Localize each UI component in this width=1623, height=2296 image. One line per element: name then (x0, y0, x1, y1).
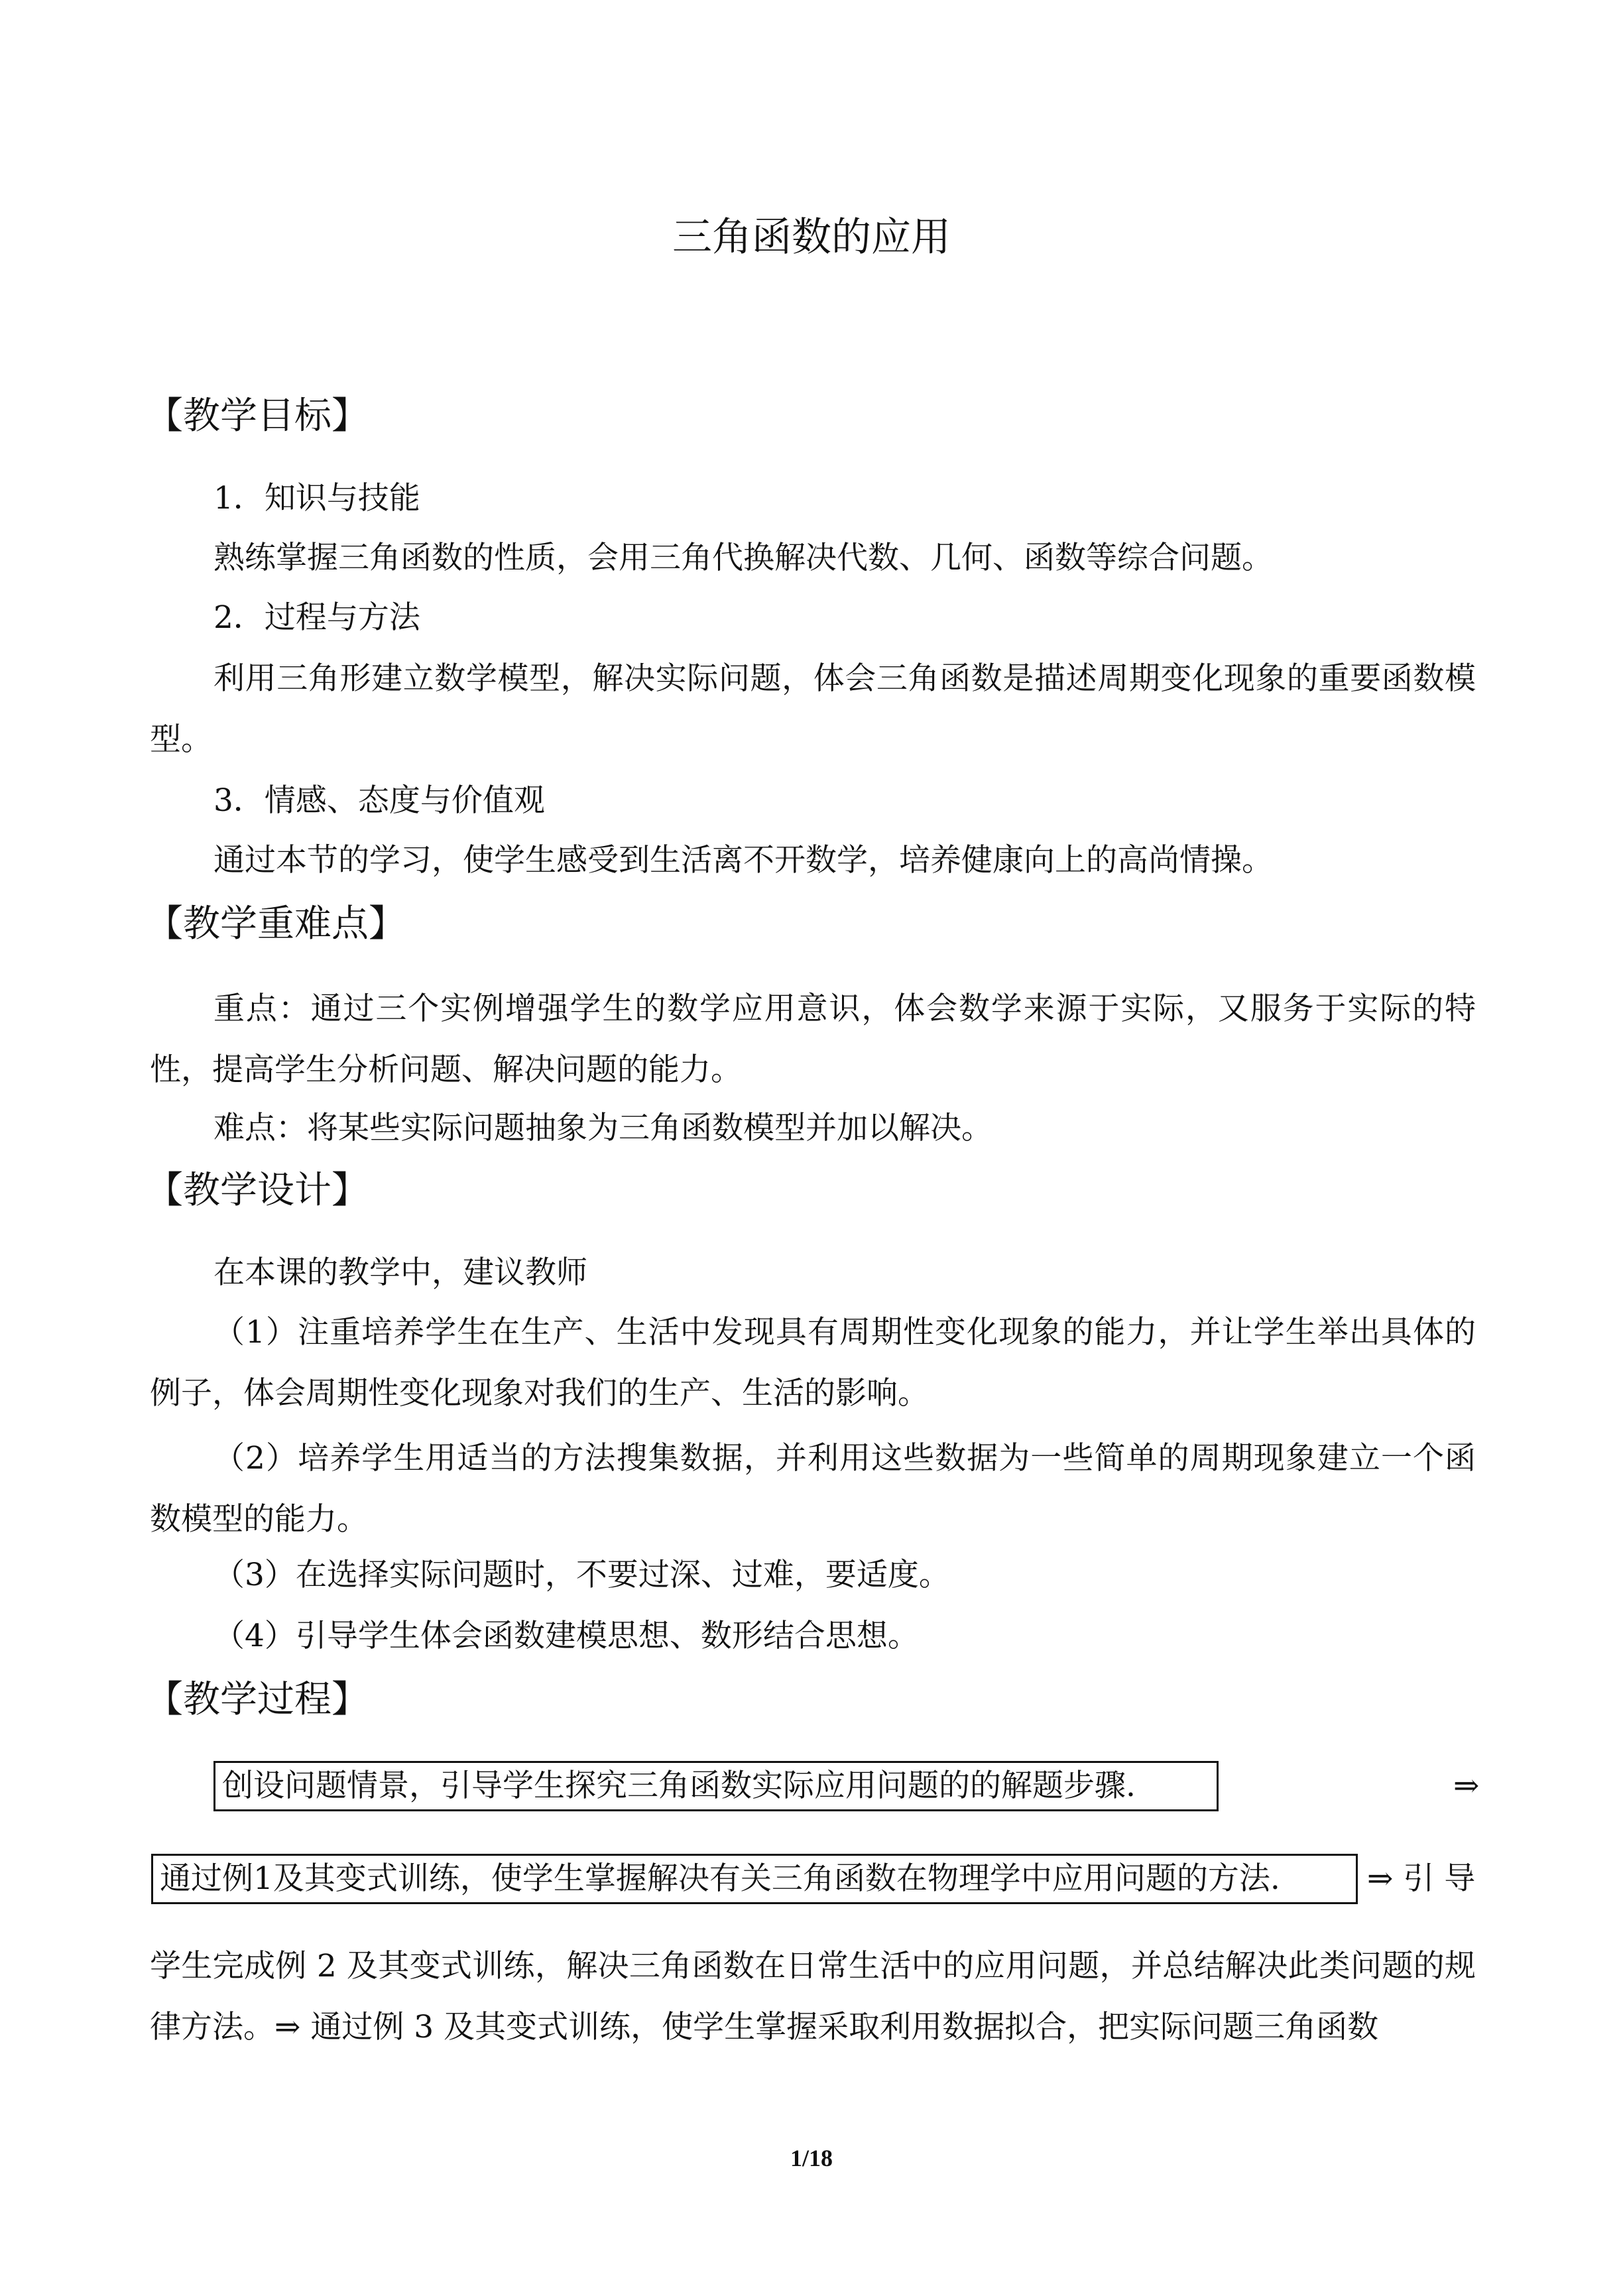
design-item-2: （2）培养学生用适当的方法搜集数据，并利用这些数据为一些简单的周期现象建立一个函数模型的能力。 (150, 1440, 1476, 1538)
process-step-box-2: 通过例1及其变式训练，使学生掌握解决有关三角函数在物理学中应用问题的方法. (151, 1854, 1358, 1904)
design-item-4: （4）引导学生体会函数建模思想、数形结合思想。 (213, 1618, 919, 1654)
goals-item3-text: 通过本节的学习，使学生感受到生活离不开数学，培养健康向上的高尚情操。 (213, 842, 1273, 878)
section-heading-keypoints: 【教学重难点】 (146, 902, 406, 945)
section-heading-design: 【教学设计】 (146, 1169, 369, 1212)
goals-item2-text: 利用三角形建立数学模型，解决实际问题，体会三角函数是描述周期变化现象的重要函数模型。 (150, 660, 1476, 758)
design-item-3: （3）在选择实际问题时，不要过深、过难，要适度。 (213, 1557, 950, 1593)
keypoints-difficulty: 难点：将某些实际问题抽象为三角函数模型并加以解决。 (213, 1110, 992, 1146)
goals-item1-text: 熟练掌握三角函数的性质，会用三角代换解决代数、几何、函数等综合问题。 (213, 540, 1273, 576)
goals-item1-title: 1．知识与技能 (213, 480, 420, 516)
goals-item2-title: 2．过程与方法 (213, 599, 420, 636)
goals-item3-title: 3．情感、态度与价值观 (213, 782, 545, 819)
process-step-box-1: 创设问题情景，引导学生探究三角函数实际应用问题的的解题步骤. (213, 1761, 1219, 1811)
implies-arrow-2: ⇒ 引 导 (1367, 1860, 1476, 1897)
section-heading-goals: 【教学目标】 (146, 394, 369, 438)
document-title: 三角函数的应用 (672, 214, 951, 261)
process-text: 学生完成例 2 及其变式训练，解决三角函数在日常生活中的应用问题，并总结解决此类问题的规律方法。⇒ 通过例 3 及其变式训练，使学生掌握采取利用数据拟合，把实际问题三角函数 (150, 1948, 1476, 2045)
page-number: 1/18 (790, 2145, 833, 2171)
design-intro: 在本课的教学中，建议教师 (213, 1254, 587, 1291)
keypoints-focus: 重点：通过三个实例增强学生的数学应用意识，体会数学来源于实际，又服务于实际的特性，提高学生分析问题、解决问题的能力。 (150, 991, 1476, 1088)
design-item-1: （1）注重培养学生在生产、生活中发现具有周期性变化现象的能力，并让学生举出具体的例子，体会周期性变化现象对我们的生产、生活的影响。 (150, 1314, 1476, 1412)
implies-arrow-1: ⇒ (1453, 1768, 1480, 1804)
section-heading-process: 【教学过程】 (146, 1678, 369, 1721)
